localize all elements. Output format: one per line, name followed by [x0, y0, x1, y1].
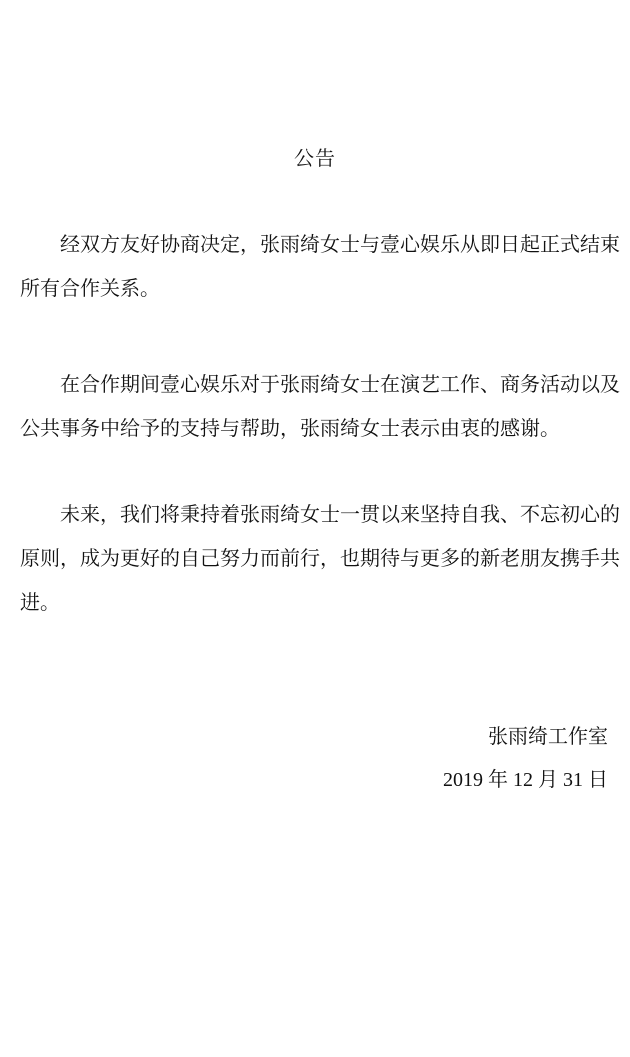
signature-date: 2019 年 12 月 31 日	[443, 769, 608, 791]
paragraph-future: 未来，我们将秉持着张雨绮女士一贯以来坚持自我、不忘初心的原则，成为更好的自己努力而前行，也期待与更多的新老朋友携手共进。	[20, 502, 620, 614]
paragraph-thanks: 在合作期间壹心娱乐对于张雨绮女士在演艺工作、商务活动以及公共事务中给予的支持与帮助，张雨绮女士表示由衷的感谢。	[20, 372, 620, 440]
paragraph-termination: 经双方友好协商决定，张雨绮女士与壹心娱乐从即日起正式结束所有合作关系。	[20, 232, 620, 300]
signature-issuer: 张雨绮工作室	[488, 724, 608, 748]
announcement-title: 公告	[294, 146, 336, 170]
